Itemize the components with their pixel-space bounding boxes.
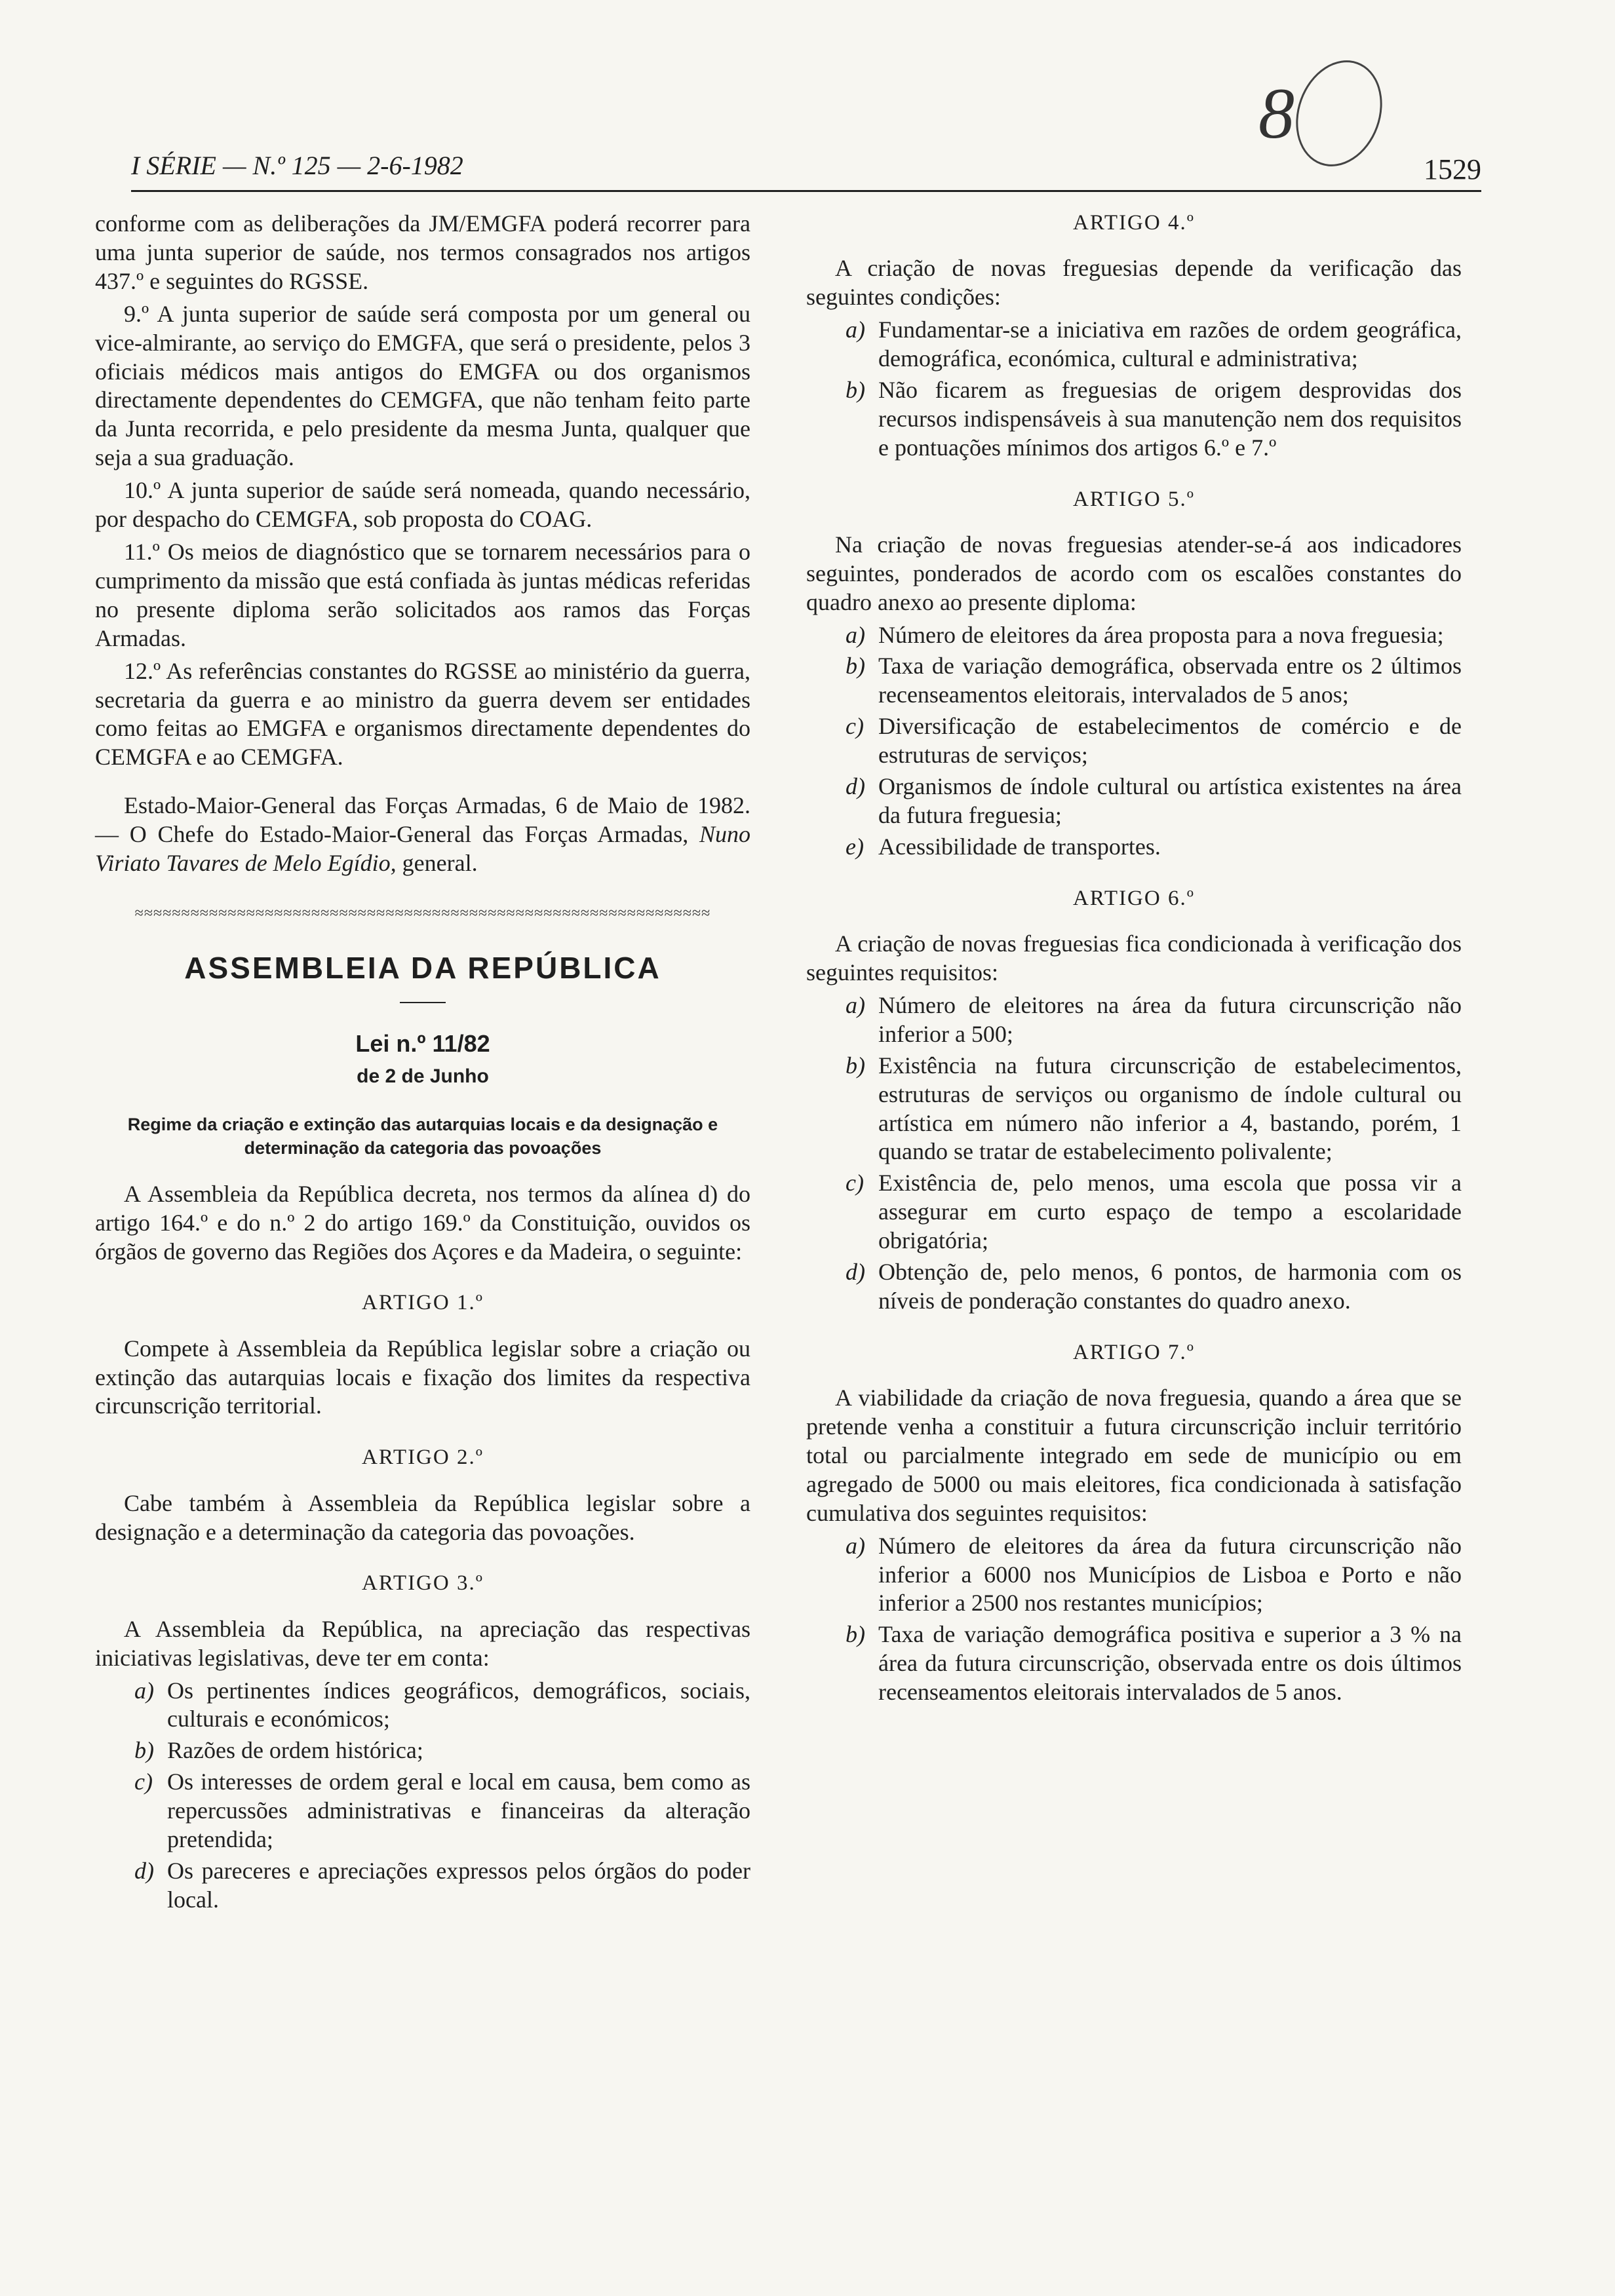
- article-2-title: ARTIGO 2.º: [362, 1445, 484, 1470]
- paragraph-9: 9.º A junta superior de saúde será composta por um general ou vice-almirante, ao serviço do EMGFA, que será o presidente, pelos 3 oficiais médicos mais antigos do EMGFA ou dos organismos directamente dependentes do CEMGFA, que não tenham feito parte da Junta recorrida, e pelo presidente da mesma Junta, qualquer que seja a sua graduação.: [95, 300, 750, 471]
- paragraph-11: 11.º Os meios de diagnóstico que se tornarem necessários para o cumprimento da missão que está confiada às juntas médicas referidas no presente diploma serão solicitados aos ramos das Forças Armadas.: [95, 538, 750, 651]
- article-1-text: Compete à Assembleia da República legislar sobre a criação ou extinção das autarquias locais e fixação dos limites da respectiva circunscrição territorial.: [95, 1335, 750, 1419]
- signature-place: Estado-Maior-General das Forças Armadas, 6 de Maio de 1982. — O Chefe do Estado-Maior-General das Forças Armadas,: [95, 792, 750, 848]
- article-2-text: Cabe também à Assembleia da República legislar sobre a designação e a determinação da categoria das povoações.: [95, 1489, 750, 1545]
- list-item: c) Existência de, pelo menos, uma escola que possa vir a assegurar em curto espaço de tempo a escolaridade obrigatória;: [846, 1170, 1462, 1254]
- page-number: 1529: [1424, 153, 1481, 185]
- article-1-title: ARTIGO 1.º: [362, 1291, 484, 1315]
- article-3-text: A Assembleia da República, na apreciação das respectivas iniciativas legislativas, deve ter em conta:: [95, 1615, 750, 1671]
- list-item: a) Os pertinentes índices geográficos, demográficos, sociais, culturais e económicos;: [134, 1677, 750, 1732]
- handwritten-circle: [1281, 48, 1396, 178]
- signature-block: [95, 792, 750, 878]
- article-7-title: ARTIGO 7.º: [1073, 1340, 1195, 1364]
- law-preamble: A Assembleia da República decreta, nos termos da alínea d) do artigo 164.º e do n.º 2 do artigo 169.º da Constituição, ouvidos os órgãos de governo das Regiões dos Açores e da Madeira, o seguinte:: [95, 1180, 750, 1265]
- article-6-text: A criação de novas freguesias fica condicionada à verificação dos seguintes requisitos:: [806, 930, 1462, 985]
- list-item: a) Número de eleitores da área proposta para a nova freguesia;: [846, 621, 1444, 648]
- law-date: de 2 de Junho: [357, 1065, 489, 1088]
- article-3-title: ARTIGO 3.º: [362, 1571, 484, 1596]
- article-7-text: A viabilidade da criação de nova freguesia, quando a área que se pretende venha a constituir a futura circunscrição incluir território total ou parcialmente integrado em sede de município ou em agregado de 5000 ou mais eleitores, fica condicionada à satisfação cumulativa dos seguintes requisitos:: [806, 1385, 1462, 1526]
- list-item: d) Organismos de índole cultural ou artística existentes na área da futura freguesia;: [846, 773, 1462, 828]
- right-column: [806, 210, 1462, 1710]
- section-divider: ≈≈≈≈≈≈≈≈≈≈≈≈≈≈≈≈≈≈≈≈≈≈≈≈≈≈≈≈≈≈≈≈≈≈≈≈≈≈≈≈≈≈≈≈≈≈≈≈≈≈≈≈≈≈≈≈≈≈≈≈≈≈: [134, 904, 711, 922]
- article-5-title: ARTIGO 5.º: [1073, 487, 1195, 511]
- law-subject: Regime da criação e extinção das autarquias locais e da designação e determinação da categoria das povoações: [127, 1114, 718, 1158]
- list-item: d) Os pareceres e apreciações expressos pelos órgãos do poder local.: [134, 1857, 750, 1913]
- list-item: a) Número de eleitores da área da futura circunscrição não inferior a 6000 nos Municípios de Lisboa e Porto e não inferior a 2500 nos restantes municípios;: [846, 1532, 1462, 1617]
- list-item: c) Os interesses de ordem geral e local em causa, bem como as repercussões administrativas e financeiras da alteração pretendida;: [134, 1769, 750, 1853]
- paragraph-12: 12.º As referências constantes do RGSSE ao ministério da guerra, secretaria da guerra e ao ministro da guerra devem ser entidades como feitas ao EMGFA e organismos directamente dependentes do CEMGFA e ao CEMGFA.: [95, 657, 750, 771]
- list-item: b) Taxa de variação demográfica, observada entre os 2 últimos recenseamentos eleitorais, intervalados de 5 anos;: [846, 653, 1462, 708]
- article-6-title: ARTIGO 6.º: [1073, 886, 1195, 910]
- handwritten-mark-text: 8: [1258, 73, 1294, 153]
- list-item: b) Taxa de variação demográfica positiva e superior a 3 % na área da futura circunscrição, observada entre os dois últimos recenseamentos eleitorais intervalados de 5 anos.: [846, 1621, 1462, 1706]
- list-item: b) Não ficarem as freguesias de origem desprovidas dos recursos indispensáveis à sua manutenção nem dos requisitos e pontuações mínimos dos artigos 6.º e 7.º: [846, 376, 1462, 461]
- list-item: b) Razões de ordem histórica;: [134, 1737, 423, 1764]
- list-item: e) Acessibilidade de transportes.: [846, 833, 1161, 860]
- article-5-text: Na criação de novas freguesias atender-se-á aos indicadores seguintes, ponderados de acordo com os escalões constantes do quadro anexo ao presente diploma:: [806, 531, 1462, 615]
- paragraph-10: 10.º A junta superior de saúde será nomeada, quando necessário, por despacho do CEMGFA, sob proposta do COAG.: [95, 477, 750, 533]
- handwritten-mark: [1258, 72, 1390, 183]
- series-header: I SÉRIE — N.º 125 — 2-6-1982: [131, 151, 463, 180]
- list-item: a) Número de eleitores na área da futura circunscrição não inferior a 500;: [846, 991, 1462, 1047]
- signature-rank: general.: [402, 850, 478, 877]
- heading-rule: [400, 1002, 446, 1003]
- law-title: Lei n.º 11/82: [355, 1030, 490, 1058]
- list-item: a) Fundamentar-se a iniciativa em razões de ordem geográfica, demográfica, económica, cultural e administrativa;: [846, 316, 1462, 372]
- article-4-title: ARTIGO 4.º: [1073, 211, 1195, 235]
- left-column: [95, 210, 750, 1917]
- list-item: d) Obtenção de, pelo menos, 6 pontos, de harmonia com os níveis de ponderação constantes do quadro anexo.: [846, 1259, 1462, 1314]
- list-item: c) Diversificação de estabelecimentos de comércio e de estruturas de serviços;: [846, 713, 1462, 769]
- institution-heading: ASSEMBLEIA DA REPÚBLICA: [184, 951, 661, 985]
- paragraph-continued: conforme com as deliberações da JM/EMGFA poderá recorrer para uma junta superior de saúde, nos termos consagrados nos artigos 437.º e seguintes do RGSSE.: [95, 210, 750, 294]
- article-4-text: A criação de novas freguesias depende da verificação das seguintes condições:: [806, 255, 1462, 311]
- list-item: b) Existência na futura circunscrição de estabelecimentos, estruturas de serviços ou organismo de índole cultural ou artística em número não inferior a 4, bastando, porém, 1 quando se tratar de estabelecimento polivalente;: [846, 1052, 1462, 1165]
- signature-name: Nuno Viriato Tavares de Melo Egídio,: [95, 821, 751, 877]
